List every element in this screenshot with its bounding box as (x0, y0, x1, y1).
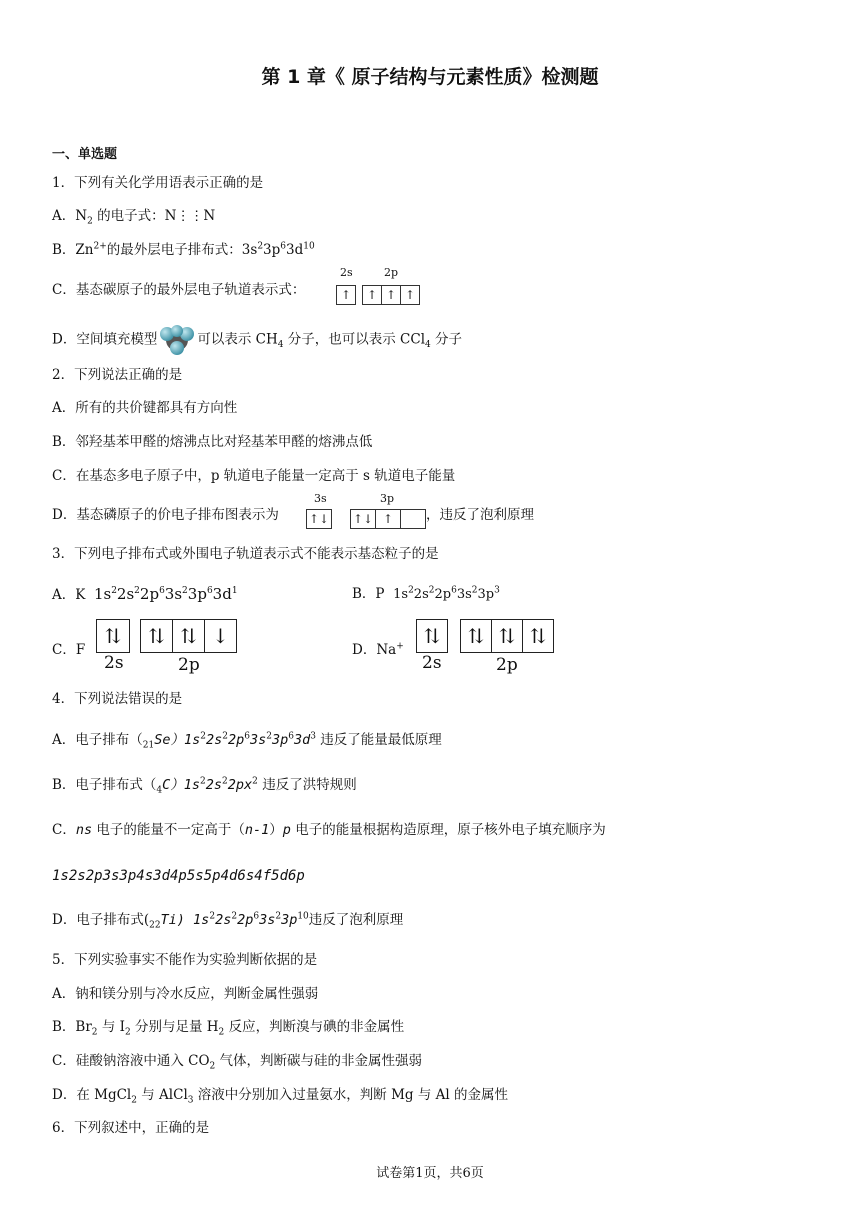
q3-option-d-label: D．Na+ (352, 641, 404, 658)
q1-option-d: D．空间填充模型 可以表示 $CH_4$ 分子，也可以表示 CCl$_4$ 分子 (52, 325, 462, 355)
q2-option-d-tail: ，违反了泡利原理 (426, 507, 534, 523)
q2-option-d: D．基态磷原子的价电子排布图表示为 (52, 507, 279, 523)
ch4-space-filling-model-icon (159, 325, 195, 355)
q4-filling-sequence: 1s2s2p3s3p4s3d4p5s5p4d6s4f5d6p (52, 868, 305, 884)
q1-stem: 1．下列有关化学用语表示正确的是 (52, 175, 264, 191)
q4-option-b: B．电子排布式$(_4C)1s^22s^22px^2$ 违反了洪特规则 (52, 776, 357, 796)
q5-option-c: C．硅酸钠溶液中通入 $CO_2$ 气体，判断碳与硅的非金属性强弱 (52, 1053, 423, 1072)
q3-stem: 3．下列电子排布式或外围电子轨道表示式不能表示基态粒子的是 (52, 546, 439, 562)
q2-option-a: A．所有的共价键都具有方向性 (52, 400, 238, 416)
q3-option-c-label: C．F (52, 642, 86, 658)
q5-option-b: B．$Br_2$ 与 $I_2$ 分别与足量 $H_2$ 反应，判断溴与碘的非金属性 (52, 1019, 405, 1038)
q4-option-a: A．电子排布$(_{21}Se)1s^22s^22p^63s^23p^63d^3$ 违反了能量最低原理 (52, 731, 442, 751)
q6-stem: 6．下列叙述中，正确的是 (52, 1120, 210, 1136)
q1-option-c: C．基态碳原子的最外层电子轨道表示式： (52, 282, 306, 298)
page-title: 第 1 章《 原子结构与元素性质》检测题 (261, 66, 599, 88)
section-heading: 一、单选题 (52, 147, 118, 162)
q5-option-d: D．在 MgCl$_2$ 与 AlCl$_3$ 溶液中分别加入过量氨水，判断 Mg 与 Al 的金属性 (52, 1087, 508, 1106)
q1-option-b: B．$Zn^{2+}$的最外层电子排布式：$3s^23p^63d^{10}$ (52, 241, 315, 258)
q4-option-c: C．ns 电子的能量不一定高于（n-1）p 电子的能量根据构造原理，原子核外电子填充顺序为 (52, 822, 606, 838)
q4-stem: 4．下列说法错误的是 (52, 691, 183, 707)
q3-option-b: B．P $1s^22s^22p^63s^23p^3$ (352, 585, 500, 602)
page-footer: 试卷第1页，共6页 (376, 1166, 484, 1181)
q5-stem: 5．下列实验事实不能作为实验判断依据的是 (52, 952, 318, 968)
q2-option-c: C．在基态多电子原子中，p 轨道电子能量一定高于 s 轨道电子能量 (52, 468, 456, 484)
q5-option-a: A．钠和镁分别与冷水反应，判断金属性强弱 (52, 986, 319, 1002)
q2-option-b: B．邻羟基苯甲醛的熔沸点比对羟基苯甲醛的熔沸点低 (52, 434, 373, 450)
q3-option-a: A．K $1s^22s^22p^63s^23p^63d^1$ (52, 585, 238, 603)
q2-stem: 2．下列说法正确的是 (52, 367, 183, 383)
q4-option-d: D．电子排布式$(_{22}Ti)$ $1s^22s^22p^63s^23p^{10}$违反了泡利原理 (52, 911, 404, 931)
q1-option-a: A．$N_2$ 的电子式：N⋮⋮N (52, 208, 216, 227)
